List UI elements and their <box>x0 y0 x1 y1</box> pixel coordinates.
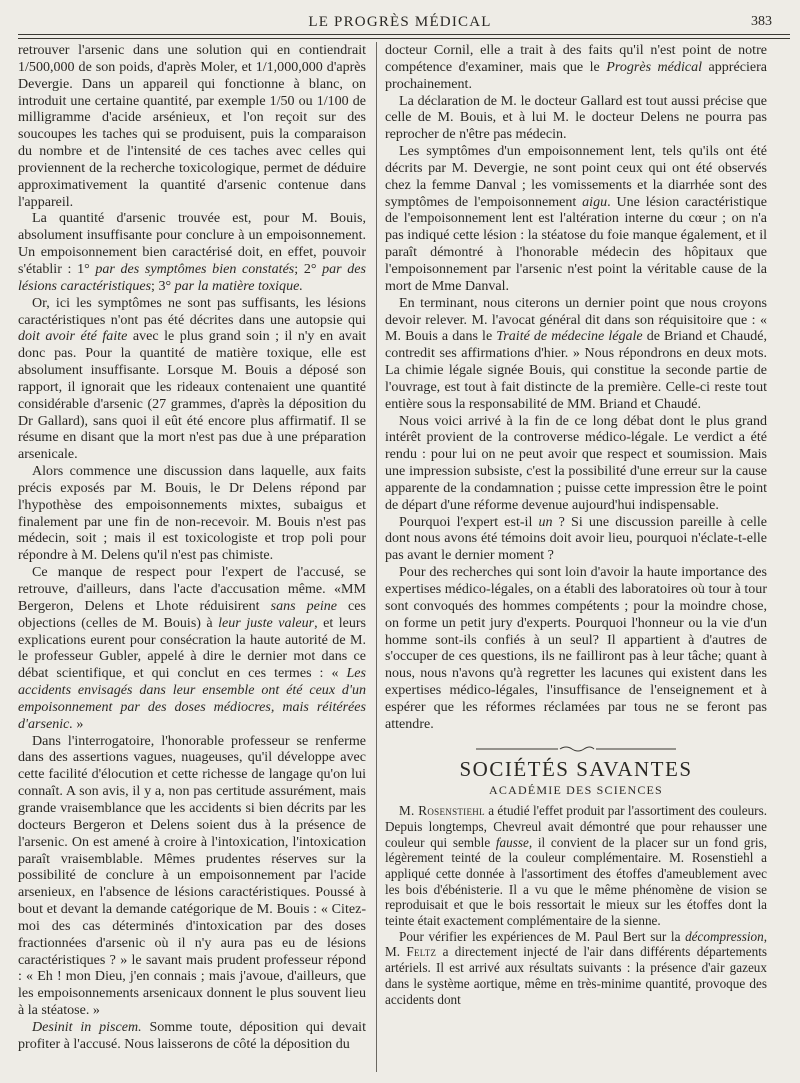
section-divider-ornament <box>385 741 767 758</box>
right-column <box>385 42 767 1007</box>
header-rule <box>18 34 790 35</box>
paragraph: En terminant, nous citerons un dernier point que nous croyons devoir relever. M. l'avocat général dit dans son réquisitoire que : « M. Bouis a dans le Traité de médecine légale de Briand et Chaudé, contredit ses affirmations d'hier. » Nous répondrons en deux mots. La chimie légale signée Bouis, qui constitue la seconde partie de l'ouvrage, est tout à fait distincte de la première. Celle-ci reste tout entière sous la responsabilité de MM. Briand et Chaudé. <box>385 294 767 412</box>
left-column <box>18 42 366 1053</box>
paragraph: La quantité d'arsenic trouvée est, pour M. Bouis, absolument insuffisante pour conclure à un empoisonnement. Un empoisonnement bien caractérisé doit, en effet, pouvoir s'établir : 1° par des symptômes bien constatés; 2° par des lésions caractéristiques; 3° par la matière toxique. <box>18 210 367 294</box>
section-title: SOCIÉTÉS SAVANTES <box>459 757 693 782</box>
paragraph: docteur Cornil, elle a trait à des faits qu'il n'est point de notre compétence d'examiner, mais que le Progrès médical appréciera prochainement. <box>385 42 767 92</box>
journal-title: LE PROGRÈS MÉDICAL <box>308 14 492 30</box>
page-header <box>0 14 800 34</box>
paragraph: Desinit in piscem. Somme toute, déposition qui devait profiter à l'accusé. Nous laisserons de côté la déposition du <box>18 1018 366 1052</box>
section-subtitle: ACADÉMIE DES SCIENCES <box>489 783 663 798</box>
paragraph: Pourquoi l'expert est-il un ? Si une discussion pareille à celle dont nous avons été témoins doit avoir lieu, pourquoi n'éclate-t-elle pas avant le dernier moment ? <box>385 513 767 564</box>
paragraph: Alors commence une discussion dans laquelle, aux faits précis exposés par M. Bouis, le Dr Delens répond par l'hypothèse des empoisonnements mixtes, subaigus et finalement par une fin de non-recevoir. M. Bouis n'est pas médecin, soit ; mais il est toxicologiste et trop poli pour répondre à M. Delens qu'il n'est pas chimiste. <box>18 463 366 564</box>
paragraph: Les symptômes d'un empoisonnement lent, tels qu'ils ont été décrits par M. Devergie, ne sont point ceux qui ont été observés chez la femme Danval ; les vomissements et la diarrhée sont des symptômes de l'empoisonnement aigu. Une lésion caractéristique de l'empoisonnement lent est l'altération interne du cœur ; on n'a pas indiqué cette lésion : la stéatose du foie manque également, et il paraît démontré à l'honorable médecin des hôpitaux que l'empoisonnement par l'arsenic n'est point la véritable cause de la mort de Mme Danval. <box>385 143 767 294</box>
paragraph: Or, ici les symptômes ne sont pas suffisants, les lésions caractéristiques n'ont pas été décrites dans une autopsie qui doit avoir été faite avec le plus grand soin ; il n'y en avait donc pas. Pour la quantité de matière toxique, elle est absolument insuffisante. Lorsque M. Bouis a déposé son rapport, il ignorait que les rideaux contenaient une quantité considérable d'arsenic (27 grammes, d'après la déposition du Dr Gallard), sans quoi il eût été encore plus affirmatif. Il se résume en disant que la mort n'est pas due à une préparation arsenicale. <box>18 294 366 463</box>
paragraph: retrouver l'arsenic dans une solution qui en contiendrait 1/500,000 de son poids, d'après Moler, et 1/1,000,000 d'après Devergie. Dans un appareil qui fonctionne à blanc, on introduit une certaine quantité, par exemple 1/50 ou 1/100 de milligramme d'acide arsénieux, et l'on reçoit sur des soucoupes les taches qui se produisent, puis la comparaison du nombre et de l'intensité de ces taches avec celles qui proviennent de la recherche toxicologique, permet de déduire approximativement la quantité d'arsenic contenue dans l'appareil. <box>18 42 366 210</box>
paragraph: La déclaration de M. le docteur Gallard est tout aussi précise que celle de M. Bouis, et à lui M. le docteur Delens ne pourra pas reprocher de n'être pas médecin. <box>385 92 767 143</box>
paragraph: Pour vérifier les expériences de M. Paul Bert sur la décompression, M. Feltz a directement injecté de l'air dans différents départements artériels. Il est arrivé aux résultats suivants : la présence d'air gazeux dans le système aortique, même en très-minime quantité, provoque des accidents dont <box>385 928 767 1007</box>
paragraph: Nous voici arrivé à la fin de ce long débat dont le plus grand intérêt provient de la controverse médico-légale. Le verdict a été rendu : pour lui on ne peut avoir que respect et soumission. Mais une impression subsiste, c'est la possibilité d'une erreur sur la cause apparente de la condamnation ; puisse cette impression être le point de départ d'une réforme devenue aujourd'hui indispensable. <box>385 412 767 513</box>
paragraph: Dans l'interrogatoire, l'honorable professeur se renferme dans des assertions vagues, nuageuses, qu'il développe avec cette facilité d'élocution et cette richesse de langage qu'on lui connaît. A son avis, il y a, non pas certitude assurément, mais grande vraisemblance que les accidents si bien décrits par les docteurs Bergeron et Delens soient dus à la présence de l'arsenic. On est amené à croire à l'intoxication, l'intoxication paraît vraisemblable. Mêmes prudentes réserves sur la possibilité de conclure à un empoisonnement par l'acide arsenieux, en l'absence de lésions caractéristiques. Poussé à bout et devant la demande catégorique de M. Bouis : « Citez-moi des cas déterminés d'intoxication par des doses fractionnées d'arsenic où il n'y aura pas eu de lésions caractéristiques ? » le savant mais prudent professeur répond : « Eh ! mon Dieu, j'en connais ; mais j'avoue, d'ailleurs, que les empoisonnements arsenicaux donnent le plus souvent lieu à la stéatose. » <box>18 732 366 1019</box>
paragraph: Ce manque de respect pour l'expert de l'accusé, se retrouve, d'ailleurs, dans l'acte d'accusation même. «MM Bergeron, Delens et Lhote réduisirent sans peine ces objections (celles de M. Bouis) à leur juste valeur, et leurs explications eurent pour consécration la haute autorité de M. le professeur Gubler, appelé à dire le dernier mot dans ce débat scientifique, et qui conclut en ces termes : « Les accidents envisagés dans leur ensemble ont été ceux d'un empoisonnement par des doses médiocres, mais réitérées d'arsenic. » <box>18 564 367 732</box>
paragraph: Pour des recherches qui sont loin d'avoir la haute importance des expertises médico-légales, on a établi des laboratoires où tour à tour sont convoqués des hommes compétents ; pour la moindre chose, on forme un petit jury d'experts. Pourquoi l'honneur ou la vie d'un homme sont-ils confiés à un seul? Il appartient à d'autres de s'occuper de ces questions, ils ne failliront pas à leur tâche; quant à nous, nous n'avons qu'à regretter les lacunes qui existent dans les expertises médico-légales, l'insuffisance de l'enseignement et à espérer que les réformes réclamées par tous ne se feront pas attendre. <box>385 564 767 732</box>
header-rule-thin <box>18 38 790 39</box>
paragraph: M. Rosenstiehl a étudié l'effet produit par l'assortiment des couleurs. Depuis longtemps, Chevreul avait démontré que pour rehausser une couleur qui semble fausse, il convient de la placer sur un fond gris, légèrement teinté de la couleur complémentaire. M. Rosenstiehl a appliqué cette donnée à l'assortiment des étoffes d'ameublement avec les bois d'ébénisterie. Il a vu que le même phénomène de vision se reproduisait et que le bois ressortait le mieux sur les étoffes dont la teinte était exactement complémentaire de la sienne. <box>385 803 768 929</box>
column-separator <box>376 42 377 1072</box>
page-number: 383 <box>751 14 772 29</box>
